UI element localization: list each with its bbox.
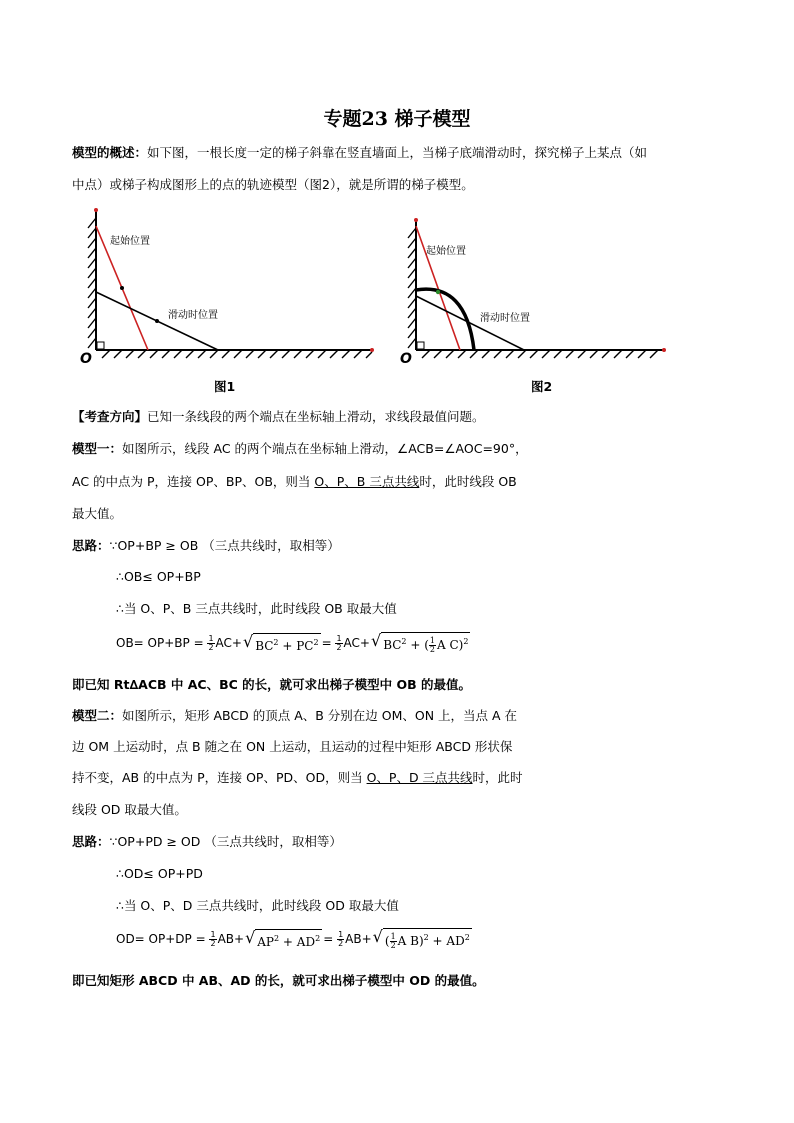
model2-line-4: 线段 OD 取最大值。 <box>72 802 187 817</box>
intro-text-1: 如下图，一根长度一定的梯子斜靠在竖直墙面上，当梯子底端滑动时，探究梯子上某点（如 <box>147 145 648 160</box>
model1-line-1 <box>72 441 528 457</box>
figure-1-caption: 图1 <box>214 379 236 394</box>
m1-formula-lhs: OB= OP+BP = <box>116 636 204 650</box>
model2-idea-2: ∴OD≤ OP+PD <box>116 866 203 881</box>
direction-label: 【考查方向】 <box>72 409 148 424</box>
fig2-midpoint <box>436 290 440 294</box>
model2-line-2: 边 OM 上运动时，点 B 随之在 ON 上运动，且运动的过程中矩形 ABCD 形状保 <box>72 739 513 754</box>
fig1-right-angle <box>97 342 104 349</box>
model2-idea-text-1: ∵OP+PD ≥ OD （三点共线时，取相等） <box>109 834 342 849</box>
model2-conclusion: 即已知矩形 ABCD 中 AB、AD 的长，就可求出梯子模型中 OD 的最值。 <box>72 973 485 988</box>
figure-2-caption: 图2 <box>531 379 553 394</box>
fig2-wall-top-dot <box>414 218 418 222</box>
intro-label: 模型的概述： <box>72 145 148 160</box>
model2-idea-1 <box>72 834 342 850</box>
model1-idea-1 <box>72 538 340 554</box>
fig1-ground-end-dot <box>370 348 374 352</box>
fig1-label-start: 起始位置 <box>110 236 150 247</box>
model2-line-3 <box>72 770 523 786</box>
model1-idea-label: 思路： <box>72 538 110 553</box>
fig1-midpoint-slide <box>155 319 159 323</box>
page-title: 专题23 梯子模型 <box>323 108 471 130</box>
model1-label: 模型一： <box>72 441 123 456</box>
fig2-origin: O <box>400 351 412 367</box>
fig2-label-slide: 滑动时位置 <box>480 313 530 324</box>
m2-eq: = <box>323 932 334 946</box>
m1-eq: = <box>321 636 332 650</box>
m1-radical-2: √ $BC^2$ + ( $\frac{1}{2}$ A C)$^2$ <box>370 631 469 654</box>
fig2-ground-hatch <box>422 350 658 358</box>
model1-formula <box>116 632 471 654</box>
m2-half-1: $\frac{1}{2}$ <box>210 929 216 948</box>
m2-formula-lhs: OD= OP+DP = <box>116 932 206 946</box>
m2-half-2: $\frac{1}{2}$ <box>338 929 344 948</box>
direction-line <box>72 409 485 425</box>
intro-line-1 <box>72 145 647 161</box>
m1-radical-1: √ $BC^2 + PC^2$ <box>242 631 319 653</box>
figure-2 <box>396 212 674 372</box>
fig2-ground-end-dot <box>662 348 666 352</box>
m2-t1: AB+ <box>217 932 245 946</box>
fig1-ground-hatch <box>102 350 372 358</box>
model1-idea-text-1: ∵OP+BP ≥ OB （三点共线时，取相等） <box>109 538 340 553</box>
fig1-label-slide: 滑动时位置 <box>168 310 218 321</box>
fig2-wall-hatch <box>408 228 416 348</box>
model2-text-3b: 时，此时 <box>472 770 523 785</box>
model1-text-1: 如图所示，线段 AC 的两个端点在坐标轴上滑动，∠ACB=∠AOC=90°， <box>122 441 528 456</box>
m2-radical-2: √ ( $\frac{1}{2}$ A $B)^2 + AD^2$ <box>372 927 470 950</box>
model2-text-3a: 持不变，AB 的中点为 P，连接 OP、PD、OD，则当 <box>72 770 367 785</box>
fig2-right-angle <box>417 342 424 349</box>
fig1-wall-hatch <box>88 218 96 348</box>
model2-idea-label: 思路： <box>72 834 110 849</box>
model1-line-3: 最大值。 <box>72 506 123 521</box>
model2-idea-3: ∴当 O、P、D 三点共线时，此时线段 OD 取最大值 <box>116 898 399 913</box>
m2-t2: AB+ <box>345 932 372 946</box>
model1-text-2b: 时，此时线段 OB <box>419 474 517 489</box>
fig1-wall-top-dot <box>94 208 98 212</box>
model1-line-2 <box>72 474 517 490</box>
model2-text-1: 如图所示，矩形 ABCD 的顶点 A、B 分别在边 OM、ON 上，当点 A 在 <box>122 708 518 723</box>
model2-formula <box>116 928 473 950</box>
model2-label: 模型二： <box>72 708 123 723</box>
fig2-label-start: 起始位置 <box>426 246 466 257</box>
model1-collinear: O、P、B 三点共线 <box>314 474 420 489</box>
direction-text: 已知一条线段的两个端点在坐标轴上滑动，求线段最值问题。 <box>147 409 485 424</box>
fig2-midpoint-arc <box>416 289 474 350</box>
figure-1 <box>76 200 386 370</box>
model1-idea-3: ∴当 O、P、B 三点共线时，此时线段 OB 取最大值 <box>116 601 397 616</box>
model2-collinear: O、P、D 三点共线 <box>366 770 473 785</box>
m1-t1: AC+ <box>215 636 242 650</box>
model1-conclusion: 即已知 Rt∆ACB 中 AC、BC 的长，就可求出梯子模型中 OB 的最值。 <box>72 677 471 692</box>
fig1-midpoint-start <box>120 286 124 290</box>
model1-text-2a: AC 的中点为 P，连接 OP、BP、OB，则当 <box>72 474 315 489</box>
m1-t2: AC+ <box>343 636 370 650</box>
intro-line-2: 中点）或梯子构成图形上的点的轨迹模型（图2），就是所谓的梯子模型。 <box>72 177 474 192</box>
fig1-origin: O <box>80 351 92 367</box>
model2-line-1 <box>72 708 517 724</box>
model1-idea-2: ∴OB≤ OP+BP <box>116 569 201 584</box>
m2-radical-1: √ $AP^2 + AD^2$ <box>245 927 321 949</box>
m1-half-2: $\frac{1}{2}$ <box>336 633 342 652</box>
m1-half-1: $\frac{1}{2}$ <box>208 633 214 652</box>
